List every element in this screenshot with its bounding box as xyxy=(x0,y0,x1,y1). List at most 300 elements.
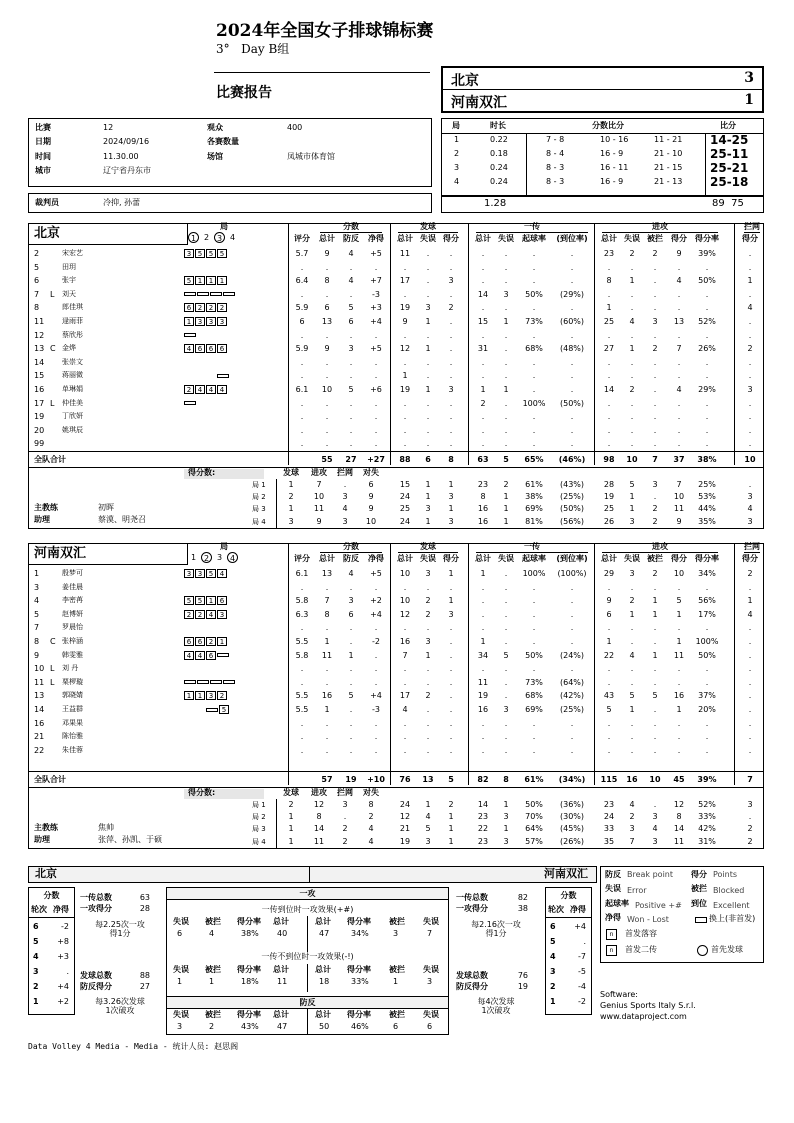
player-number: 10 xyxy=(34,664,45,674)
stat-vote: 6.3 xyxy=(295,609,309,619)
stat-vote: 5.5 xyxy=(295,691,309,701)
player-name: 金烨 xyxy=(62,344,76,353)
rotation-number: 1 xyxy=(33,997,39,1006)
set-position: 6 xyxy=(184,303,194,312)
player-row xyxy=(28,744,764,757)
player-set-positions xyxy=(184,703,230,716)
pbs-bl: 4 xyxy=(342,504,348,514)
stat-bp: 4 xyxy=(348,569,354,578)
stat-r-err: . xyxy=(504,330,508,340)
set-position: 2 xyxy=(217,691,227,700)
hdr-points: 分数 xyxy=(343,542,359,551)
label-time: 时间 xyxy=(35,152,51,161)
set-stat-s-pts: 1 xyxy=(448,836,454,846)
player-row xyxy=(28,410,764,423)
rotation-net: +4 xyxy=(57,982,69,991)
stat-s-pts: . xyxy=(449,412,453,422)
stat-s-err: . xyxy=(426,718,430,728)
player-set-positions xyxy=(184,594,228,607)
stat-r-tot: 1 xyxy=(480,385,486,394)
player-role: L xyxy=(50,398,55,408)
stat-vote: . xyxy=(300,664,304,674)
set-stat-s-tot: 25 xyxy=(399,504,411,514)
stat-a-err: 2 xyxy=(629,385,635,394)
set-stat-r-tot: 16 xyxy=(477,516,489,526)
right-stot: 76 xyxy=(517,971,528,980)
stat-a-blo: . xyxy=(653,330,657,340)
stat-r-exc: . xyxy=(570,609,574,619)
stat-r-tot: . xyxy=(481,412,485,422)
set-position: 4 xyxy=(195,651,205,660)
rot-rule xyxy=(29,917,74,918)
audience: 400 xyxy=(287,123,303,132)
stat-r-pos: . xyxy=(532,637,536,646)
set-stat-r-tot: 8 xyxy=(480,492,486,502)
total-rule-bottom xyxy=(28,787,764,788)
player-role: C xyxy=(50,637,56,646)
set-stat-s-pts: 1 xyxy=(448,480,454,489)
player-set-positions xyxy=(184,329,197,342)
stat-r-exc: (64%) xyxy=(559,677,585,687)
total-a-pct: 38% xyxy=(697,455,717,464)
stat-vote: . xyxy=(300,412,304,422)
stat-a-tot: 5 xyxy=(606,705,612,714)
sub-marker-icon xyxy=(206,708,218,712)
set-position: 2 xyxy=(195,610,205,619)
stat-r-err: . xyxy=(504,664,508,674)
stat-bp: . xyxy=(349,745,353,755)
stat-b-pts: . xyxy=(748,677,752,687)
pbs-header: 对失 xyxy=(363,468,379,477)
label-audience: 观众 xyxy=(207,123,223,132)
stat-vote: . xyxy=(300,582,304,592)
set-stat-r-err: 3 xyxy=(503,836,509,846)
stat-r-exc: (48%) xyxy=(559,344,585,354)
total-s-pts: 5 xyxy=(448,775,454,784)
left-note1b: 得1分 xyxy=(109,929,131,938)
sub-marker-icon xyxy=(197,680,209,684)
sideout-hdr-right: 得分率 xyxy=(347,917,371,926)
stat-s-tot: 16 xyxy=(399,637,411,646)
set-stat-s-err: 1 xyxy=(425,516,431,526)
left-note2: 每3.26次发球 xyxy=(95,997,145,1006)
stat-s-err: . xyxy=(426,330,430,340)
stat-wl: . xyxy=(374,425,378,435)
hdr-rule xyxy=(602,232,718,233)
subhdr-s_err: 失误 xyxy=(420,554,436,563)
hdr-rule xyxy=(398,232,458,233)
stat-a-tot: 1 xyxy=(606,303,612,313)
stat-a-pct: 56% xyxy=(698,596,716,606)
stat-b-pts: . xyxy=(748,623,752,633)
stat-s-pts: . xyxy=(449,664,453,674)
sub-marker-icon xyxy=(695,917,707,923)
sideout-right-value: 3 xyxy=(393,929,399,938)
subhdr-s_pts: 得分 xyxy=(443,554,459,563)
stat-a-pts: . xyxy=(677,412,681,422)
set-position: 5 xyxy=(206,249,216,258)
left-ap-label: 一攻得分 xyxy=(80,904,112,913)
stat-s-pts: 3 xyxy=(448,276,454,286)
subhdr-vote: 评分 xyxy=(294,554,310,563)
stat-s-err: . xyxy=(426,249,430,258)
team-total-row xyxy=(28,453,764,466)
stat-r-tot: . xyxy=(481,745,485,755)
sideout-hdr-right: 被拦 xyxy=(389,917,405,926)
legend-sub: 换上(非首发) xyxy=(709,914,756,923)
stat-a-blo: . xyxy=(653,582,657,592)
stat-s-err: . xyxy=(426,357,430,367)
stat-a-pct: . xyxy=(705,439,709,449)
stat-r-exc: . xyxy=(570,412,574,422)
player-row xyxy=(28,608,764,621)
stat-b-pts: . xyxy=(748,371,752,381)
set-col-3: 3 xyxy=(216,553,223,562)
set-stat-a-blo: 3 xyxy=(652,480,658,489)
total-duration: 1.28 xyxy=(484,198,507,209)
starter-libero-icon: n xyxy=(606,929,617,940)
stat-s-err: . xyxy=(426,623,430,633)
stat-wl: -2 xyxy=(372,637,380,646)
hdr-set: 局 xyxy=(220,542,228,551)
sub-marker-icon xyxy=(184,680,196,684)
set-stat-a-pts: 11 xyxy=(673,504,685,514)
stat-tot: 9 xyxy=(324,249,330,258)
stat-r-pos: . xyxy=(532,596,536,606)
set-stat-r-tot: 22 xyxy=(477,824,489,834)
label-venue: 场馆 xyxy=(207,152,223,161)
stat-a-pts: . xyxy=(677,745,681,755)
software-url[interactable]: www.dataproject.com xyxy=(600,1012,687,1021)
home-sets: 3 xyxy=(744,70,754,86)
total-a-err: 16 xyxy=(626,775,638,784)
set-partial-2: 16 - 11 xyxy=(600,163,629,172)
score-box xyxy=(441,66,764,113)
points-by-set-label: 得分数: xyxy=(188,788,216,797)
stat-vote: . xyxy=(300,289,304,299)
total-bp: 19 xyxy=(345,775,357,784)
stat-a-tot: 22 xyxy=(603,650,615,660)
rotation-number: 2 xyxy=(33,982,39,991)
set-stat-s-tot: 15 xyxy=(399,480,411,489)
stat-s-err: . xyxy=(426,412,430,422)
stat-a-err: . xyxy=(630,745,634,755)
stat-bp: 3 xyxy=(348,344,354,354)
stat-b-pts: . xyxy=(748,357,752,367)
total-label: 全队合计 xyxy=(34,455,66,464)
set-position: 4 xyxy=(184,651,194,660)
stat-a-blo: 5 xyxy=(652,691,658,701)
set-stat-a-err: 3 xyxy=(629,516,635,526)
stat-a-tot: 27 xyxy=(603,344,615,354)
stat-r-pos: . xyxy=(532,732,536,742)
sideout-left-value: 3 xyxy=(177,1022,183,1031)
set-stat-a-pct: 42% xyxy=(698,824,716,834)
subhdr-tot: 总计 xyxy=(319,554,335,563)
set-stats-row xyxy=(28,811,764,823)
stat-a-tot: 25 xyxy=(603,317,615,326)
player-row xyxy=(28,288,764,301)
stat-a-tot: 1 xyxy=(606,637,612,646)
set-position: 1 xyxy=(184,317,194,326)
stat-r-pos: 100% xyxy=(522,398,546,408)
assistant-label: 助理 xyxy=(34,515,50,524)
left-rot-hdr: 轮次 xyxy=(31,905,47,914)
set-stat-s-err: 3 xyxy=(425,836,431,846)
stat-s-pts: 3 xyxy=(448,385,454,394)
stat-s-err: 2 xyxy=(425,691,431,701)
set-partial-1: 8 - 3 xyxy=(546,163,565,172)
stat-r-pos: . xyxy=(532,330,536,340)
stat-s-tot: . xyxy=(403,677,407,687)
stat-vote: . xyxy=(300,439,304,449)
rotation-net: -4 xyxy=(578,982,586,991)
stat-tot: . xyxy=(325,745,329,755)
stat-bp: 5 xyxy=(348,385,354,394)
set-stat-r-tot: 14 xyxy=(477,800,489,809)
rotation-number: 6 xyxy=(550,922,556,931)
sideout-sub1: 一传到位时一攻效果(+#) xyxy=(261,905,354,914)
stat-r-err: . xyxy=(504,425,508,435)
stat-a-blo: . xyxy=(653,398,657,408)
stat-r-err: . xyxy=(504,691,508,701)
player-row xyxy=(28,383,764,396)
rotation-number: 2 xyxy=(550,982,556,991)
stat-bp: . xyxy=(349,664,353,674)
set-stat-b-pts: . xyxy=(748,812,752,822)
stat-a-tot: . xyxy=(607,718,611,728)
sideout-right-value: 46% xyxy=(351,1022,369,1031)
pbs-op: 6 xyxy=(368,480,374,489)
stat-s-tot: . xyxy=(403,412,407,422)
player-set-positions xyxy=(184,369,230,382)
sets-hdr-score: 比分 xyxy=(720,121,736,130)
player-name: 赵博妍 xyxy=(62,609,83,618)
set-number: 3 xyxy=(454,163,460,172)
player-number: 5 xyxy=(34,609,40,619)
set-col-3: 3 xyxy=(214,232,225,243)
set-position: 1 xyxy=(206,276,216,285)
subhdr-tot: 总计 xyxy=(319,234,335,243)
stat-tot: . xyxy=(325,732,329,742)
subhdr-r_pos: 起球率 xyxy=(522,234,546,243)
set-position: 1 xyxy=(195,276,205,285)
right-note1b: 得1分 xyxy=(485,929,507,938)
set-stat-a-blo: 3 xyxy=(652,812,658,822)
stat-a-pct: . xyxy=(705,677,709,687)
footer-credits: Data Volley 4 Media - Media - 统计人员: 赵思阁 xyxy=(28,1042,239,1051)
set-stat-a-pct: 31% xyxy=(698,836,716,846)
set-stat-r-exc: (50%) xyxy=(559,504,585,514)
pbs-bl: 3 xyxy=(342,492,348,502)
set-stat-s-tot: 12 xyxy=(399,812,411,822)
set-stat-a-tot: 35 xyxy=(603,836,615,846)
counter-title: 防反 xyxy=(167,996,448,1009)
player-number: 99 xyxy=(34,439,45,449)
stat-r-pos: . xyxy=(532,385,536,394)
stat-a-blo: . xyxy=(653,677,657,687)
stat-a-pct: . xyxy=(705,664,709,674)
rotation-number: 1 xyxy=(550,997,556,1006)
stat-r-exc: . xyxy=(570,623,574,633)
total-r-exc: (46%) xyxy=(558,455,586,464)
set-stat-a-tot: 19 xyxy=(603,492,615,502)
subhdr-a_pts: 得分 xyxy=(671,234,687,243)
set-stat-r-exc: (30%) xyxy=(559,812,585,822)
set-stat-a-pts: 11 xyxy=(673,836,685,846)
right-note2b: 1次破攻 xyxy=(481,1006,511,1015)
stat-a-pct: 20% xyxy=(698,705,716,714)
stat-s-tot: 10 xyxy=(399,596,411,606)
set-stat-s-err: 1 xyxy=(425,480,431,489)
player-number: 11 xyxy=(34,677,45,687)
player-name: 邓果果 xyxy=(62,718,83,727)
sideout-left-value: 4 xyxy=(209,929,215,938)
set-stat-r-exc: (36%) xyxy=(559,800,585,809)
player-role: C xyxy=(50,344,56,354)
stat-vote: . xyxy=(300,330,304,340)
stat-r-exc: . xyxy=(570,718,574,728)
stat-a-err: . xyxy=(630,357,634,367)
left-note1: 每2.25次一攻 xyxy=(95,920,145,929)
stat-b-pts: . xyxy=(748,249,752,258)
total-s-err: 6 xyxy=(425,455,431,464)
set-position: 3 xyxy=(206,317,216,326)
pbs-op: 9 xyxy=(368,504,374,514)
player-row xyxy=(28,581,764,594)
stat-bp: . xyxy=(349,357,353,367)
sideout-hdr-left: 失误 xyxy=(173,917,189,926)
stat-r-tot: . xyxy=(481,582,485,592)
stat-wl: . xyxy=(374,398,378,408)
stat-s-pts: . xyxy=(449,317,453,326)
stat-r-exc: . xyxy=(570,385,574,394)
set-stat-a-pct: 44% xyxy=(698,504,716,514)
set-stat-r-pos: 61% xyxy=(525,480,543,489)
stat-s-err: . xyxy=(426,289,430,299)
stat-s-tot: . xyxy=(403,732,407,742)
sideout-right-value: 1 xyxy=(393,977,399,986)
subhdr-b_pts: 得分 xyxy=(742,554,758,563)
subhdr-a_pts: 得分 xyxy=(671,554,687,563)
set-col-1: 1 xyxy=(190,553,197,562)
set-duration: 0.24 xyxy=(490,163,508,172)
subhdr-r_pos: 起球率 xyxy=(522,554,546,563)
stat-a-tot: . xyxy=(607,582,611,592)
stat-r-tot: 2 xyxy=(480,398,486,408)
set-stat-a-blo: . xyxy=(653,800,657,809)
team-total-row xyxy=(28,773,764,786)
legend-err-en: Error xyxy=(627,886,647,895)
set-number: 4 xyxy=(454,177,460,186)
set-score: 25-11 xyxy=(710,147,749,161)
player-number: 20 xyxy=(34,425,45,435)
player-set-positions xyxy=(184,247,228,260)
sideout-hdr-right: 失误 xyxy=(423,917,439,926)
set-partial-1: 7 - 8 xyxy=(546,135,565,144)
player-name: 李密苒 xyxy=(62,596,83,605)
set-stat-s-err: 5 xyxy=(425,824,431,834)
stat-wl: . xyxy=(374,745,378,755)
right-bp-label: 防反得分 xyxy=(456,982,488,991)
sideout-hdr-left: 被拦 xyxy=(205,1010,221,1019)
stat-s-err: . xyxy=(426,677,430,687)
player-row xyxy=(28,676,764,689)
stat-s-pts: . xyxy=(449,357,453,367)
stat-s-pts: . xyxy=(449,582,453,592)
stat-a-err: . xyxy=(630,262,634,272)
player-name: 逯雨菲 xyxy=(62,317,83,325)
player-set-positions xyxy=(184,689,228,702)
total-rule xyxy=(28,771,764,772)
stat-r-err: . xyxy=(504,262,508,272)
sideout-left-value: 40 xyxy=(277,929,288,938)
coach-label: 主教练 xyxy=(34,823,58,832)
player-set-positions xyxy=(184,383,228,396)
set-stat-s-tot: 19 xyxy=(399,836,411,846)
hdr-serve: 发球 xyxy=(420,222,436,231)
stat-s-tot: . xyxy=(403,439,407,449)
pbs-at: 7 xyxy=(316,480,322,489)
stat-bp: . xyxy=(349,330,353,340)
set-stat-a-blo: 2 xyxy=(652,516,658,526)
stat-r-tot: 31 xyxy=(477,344,489,354)
label-match: 比赛 xyxy=(35,123,51,132)
sideout-sub2: 一传不到位时一攻效果(-!) xyxy=(261,952,354,961)
stat-bp: . xyxy=(349,412,353,422)
hdr-rule xyxy=(476,232,588,233)
match-time: 11.30.00 xyxy=(103,152,139,161)
rot-rule xyxy=(546,917,591,918)
stat-a-tot: 9 xyxy=(606,596,612,606)
stat-a-tot: . xyxy=(607,357,611,367)
stat-a-blo: . xyxy=(653,262,657,272)
total-r-err: 8 xyxy=(503,775,509,784)
stat-s-err: . xyxy=(426,439,430,449)
set-stat-a-err: 4 xyxy=(629,800,635,809)
coach-name: 焦帅 xyxy=(98,823,114,832)
label-referee: 裁判员 xyxy=(35,198,59,207)
stat-a-pct: . xyxy=(705,357,709,367)
sideout-right-value: 6 xyxy=(427,1022,433,1031)
stat-s-tot: 1 xyxy=(402,371,408,381)
stat-wl: +6 xyxy=(370,385,382,394)
total-b-pts: 10 xyxy=(744,455,756,464)
stat-a-err: 1 xyxy=(629,609,635,619)
left-note2b: 1次破攻 xyxy=(105,1006,135,1015)
rotation-net: . xyxy=(66,967,69,976)
set-stat-a-blo: . xyxy=(653,492,657,502)
set-position: 2 xyxy=(195,303,205,312)
player-row xyxy=(28,730,764,743)
stat-wl: . xyxy=(374,677,378,687)
player-name: 姜佳晨 xyxy=(62,582,83,591)
stat-bp: 3 xyxy=(348,596,354,606)
stat-a-blo: 1 xyxy=(652,609,658,619)
right-ap-label: 一攻得分 xyxy=(456,904,488,913)
stat-r-exc: . xyxy=(570,637,574,646)
sub-marker-icon xyxy=(223,680,235,684)
stat-a-err: 1 xyxy=(629,276,635,286)
player-row xyxy=(28,397,764,410)
player-row xyxy=(28,689,764,702)
stat-a-blo: . xyxy=(653,357,657,367)
player-set-positions xyxy=(184,301,228,314)
left-ap: 28 xyxy=(139,904,150,913)
sideout-left-value: 1 xyxy=(177,977,183,986)
set-stat-r-pos: 38% xyxy=(525,492,543,502)
stat-a-pct: 39% xyxy=(698,249,716,258)
